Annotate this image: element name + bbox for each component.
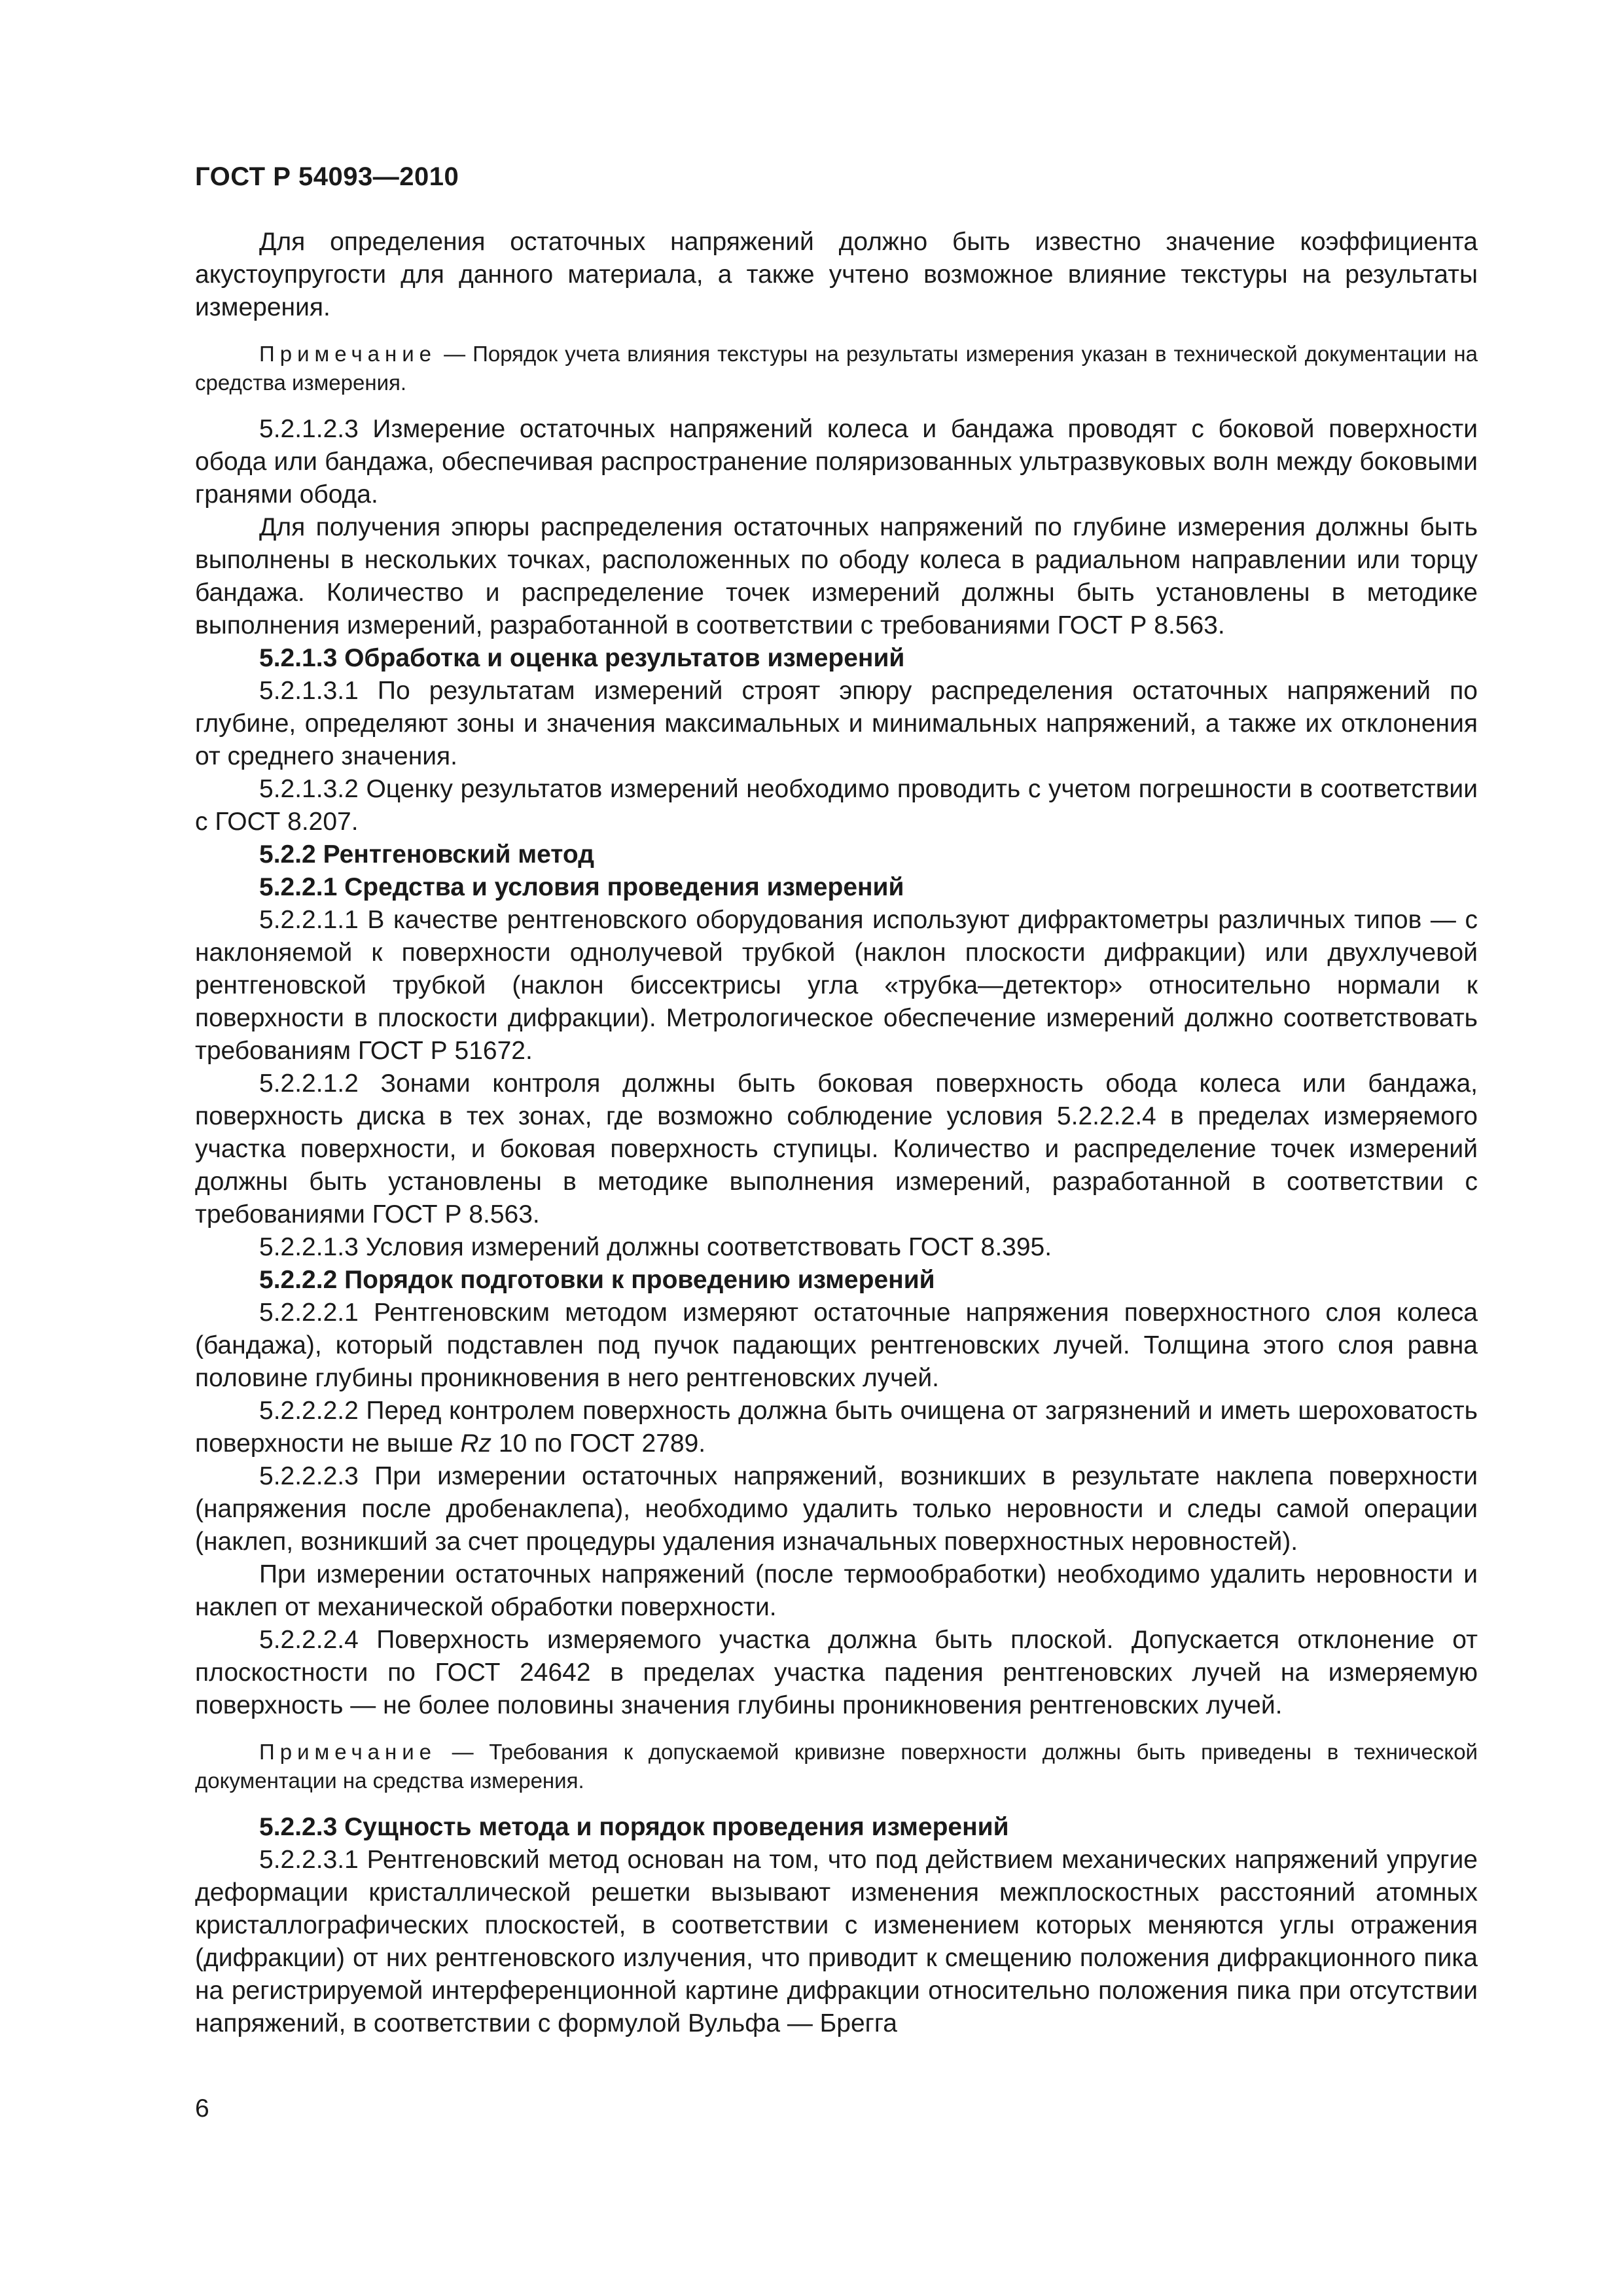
- body-paragraph: 5.2.1.3.2 Оценку результатов измерений необходимо проводить с учетом погрешности в соответствии с ГОСТ 8.207.: [195, 775, 1478, 836]
- paragraph-text: 5.2.2.2.2 Перед контролем поверхность должна быть очищена от загрязнений и иметь шероховатость поверхности не выше: [195, 1397, 1478, 1458]
- document-header: ГОСТ Р 54093—2010: [195, 162, 459, 191]
- body-paragraph: 5.2.2.1.2 Зонами контроля должны быть боковая поверхность обода колеса или бандажа, поверхность диска в тех зонах, где возможно соблюдение условия 5.2.2.2.4 в пределах измеряемого участка поверхности, и боковая поверхность ступицы. Количество и распределение точек измерений должны быть установлены в методике выполнения измерений, разработанной в соответствии с требованиями ГОСТ Р 8.563.: [195, 1069, 1478, 1229]
- paragraph-text: 10 по ГОСТ 2789.: [491, 1429, 706, 1458]
- body-paragraph: 5.2.2.2.4 Поверхность измеряемого участка должна быть плоской. Допускается отклонение от плоскостности по ГОСТ 24642 в пределах участка падения рентгеновских лучей на измеряемую поверхность — не более половины значения глубины проникновения рентгеновских лучей.: [195, 1626, 1478, 1719]
- note-label: Примечание: [259, 1740, 437, 1764]
- page-number: 6: [195, 2094, 209, 2123]
- body-paragraph: 5.2.2.1.3 Условия измерений должны соответствовать ГОСТ 8.395.: [259, 1233, 1052, 1261]
- body-paragraph: 5.2.1.3.1 По результатам измерений строят эпюру распределения остаточных напряжений по глубине, определяют зоны и значения максимальных и минимальных напряжений, а также их отклонения от среднего значения.: [195, 677, 1478, 770]
- note-text: — Порядок учета влияния текстуры на результаты измерения указан в технической документации на средства измерения.: [195, 342, 1478, 395]
- body-paragraph: 5.2.1.2.3 Измерение остаточных напряжений колеса и бандажа проводят с боковой поверхности обода или бандажа, обеспечивая распространение поляризованных ультразвуковых волн между боковыми гранями обода.: [195, 415, 1478, 509]
- section-heading: 5.2.2.3 Сущность метода и порядок проведения измерений: [259, 1813, 1009, 1841]
- note-paragraph: [195, 1738, 1478, 1795]
- document-body: [195, 226, 1478, 2040]
- body-paragraph: 5.2.2.2.1 Рентгеновским методом измеряют остаточные напряжения поверхностного слоя колеса (бандажа), который подставлен под пучок падающих рентгеновских лучей. Толщина этого слоя равна половине глубины проникновения в него рентгеновских лучей.: [195, 1299, 1478, 1392]
- note-paragraph: [195, 340, 1478, 397]
- section-heading: 5.2.2 Рентгеновский метод: [259, 840, 594, 869]
- section-heading: 5.2.1.3 Обработка и оценка результатов измерений: [259, 644, 905, 672]
- section-heading: 5.2.2.1 Средства и условия проведения измерений: [259, 873, 904, 901]
- note-text: — Требования к допускаемой кривизне поверхности должны быть приведены в технической документации на средства измерения.: [195, 1740, 1478, 1793]
- section-heading: 5.2.2.2 Порядок подготовки к проведению измерений: [259, 1266, 935, 1294]
- body-paragraph: 5.2.2.1.1 В качестве рентгеновского оборудования используют дифрактометры различных типов — с наклоняемой к поверхности однолучевой трубкой (наклон плоскости дифракции) или двухлучевой рентгеновской трубкой (наклон биссектрисы угла «трубка—детектор» относительно нормали к поверхности в плоскости дифракции). Метрологическое обеспечение измерений должно соответствовать требованиям ГОСТ Р 51672.: [195, 906, 1478, 1065]
- body-paragraph: Для определения остаточных напряжений должно быть известно значение коэффициента акустоупругости для данного материала, а также учтено возможное влияние текстуры на результаты измерения.: [195, 228, 1478, 321]
- body-paragraph: 5.2.2.2.3 При измерении остаточных напряжений, возникших в результате наклепа поверхности (напряжения после дробенаклепа), необходимо удалить только неровности и следы самой операции (наклеп, возникший за счет процедуры удаления изначальных поверхностных неровностей).: [195, 1462, 1478, 1556]
- body-paragraph: Для получения эпюры распределения остаточных напряжений по глубине измерения должны быть выполнены в нескольких точках, расположенных по ободу колеса в радиальном направлении или торцу бандажа. Количество и распределение точек измерений должны быть установлены в методике выполнения измерений, разработанной в соответствии с требованиями ГОСТ Р 8.563.: [195, 513, 1478, 639]
- body-paragraph: 5.2.2.3.1 Рентгеновский метод основан на том, что под действием механических напряжений упругие деформации кристаллической решетки вызывают изменения межплоскостных расстояний атомных кристаллографических плоскостей, в соответствии с изменением которых меняются углы отражения (дифракции) от них рентгеновского излучения, что приводит к смещению положения дифракционного пика на регистрируемой интерференционной картине дифракции относительно положения пика при отсутствии напряжений, в соответствии с формулой Вульфа — Брегга: [195, 1846, 1478, 2037]
- note-label: Примечание: [259, 342, 437, 366]
- roughness-symbol: Rz: [460, 1429, 492, 1458]
- body-paragraph: При измерении остаточных напряжений (после термообработки) необходимо удалить неровности и наклеп от механической обработки поверхности.: [195, 1560, 1478, 1621]
- body-paragraph: [195, 1395, 1478, 1460]
